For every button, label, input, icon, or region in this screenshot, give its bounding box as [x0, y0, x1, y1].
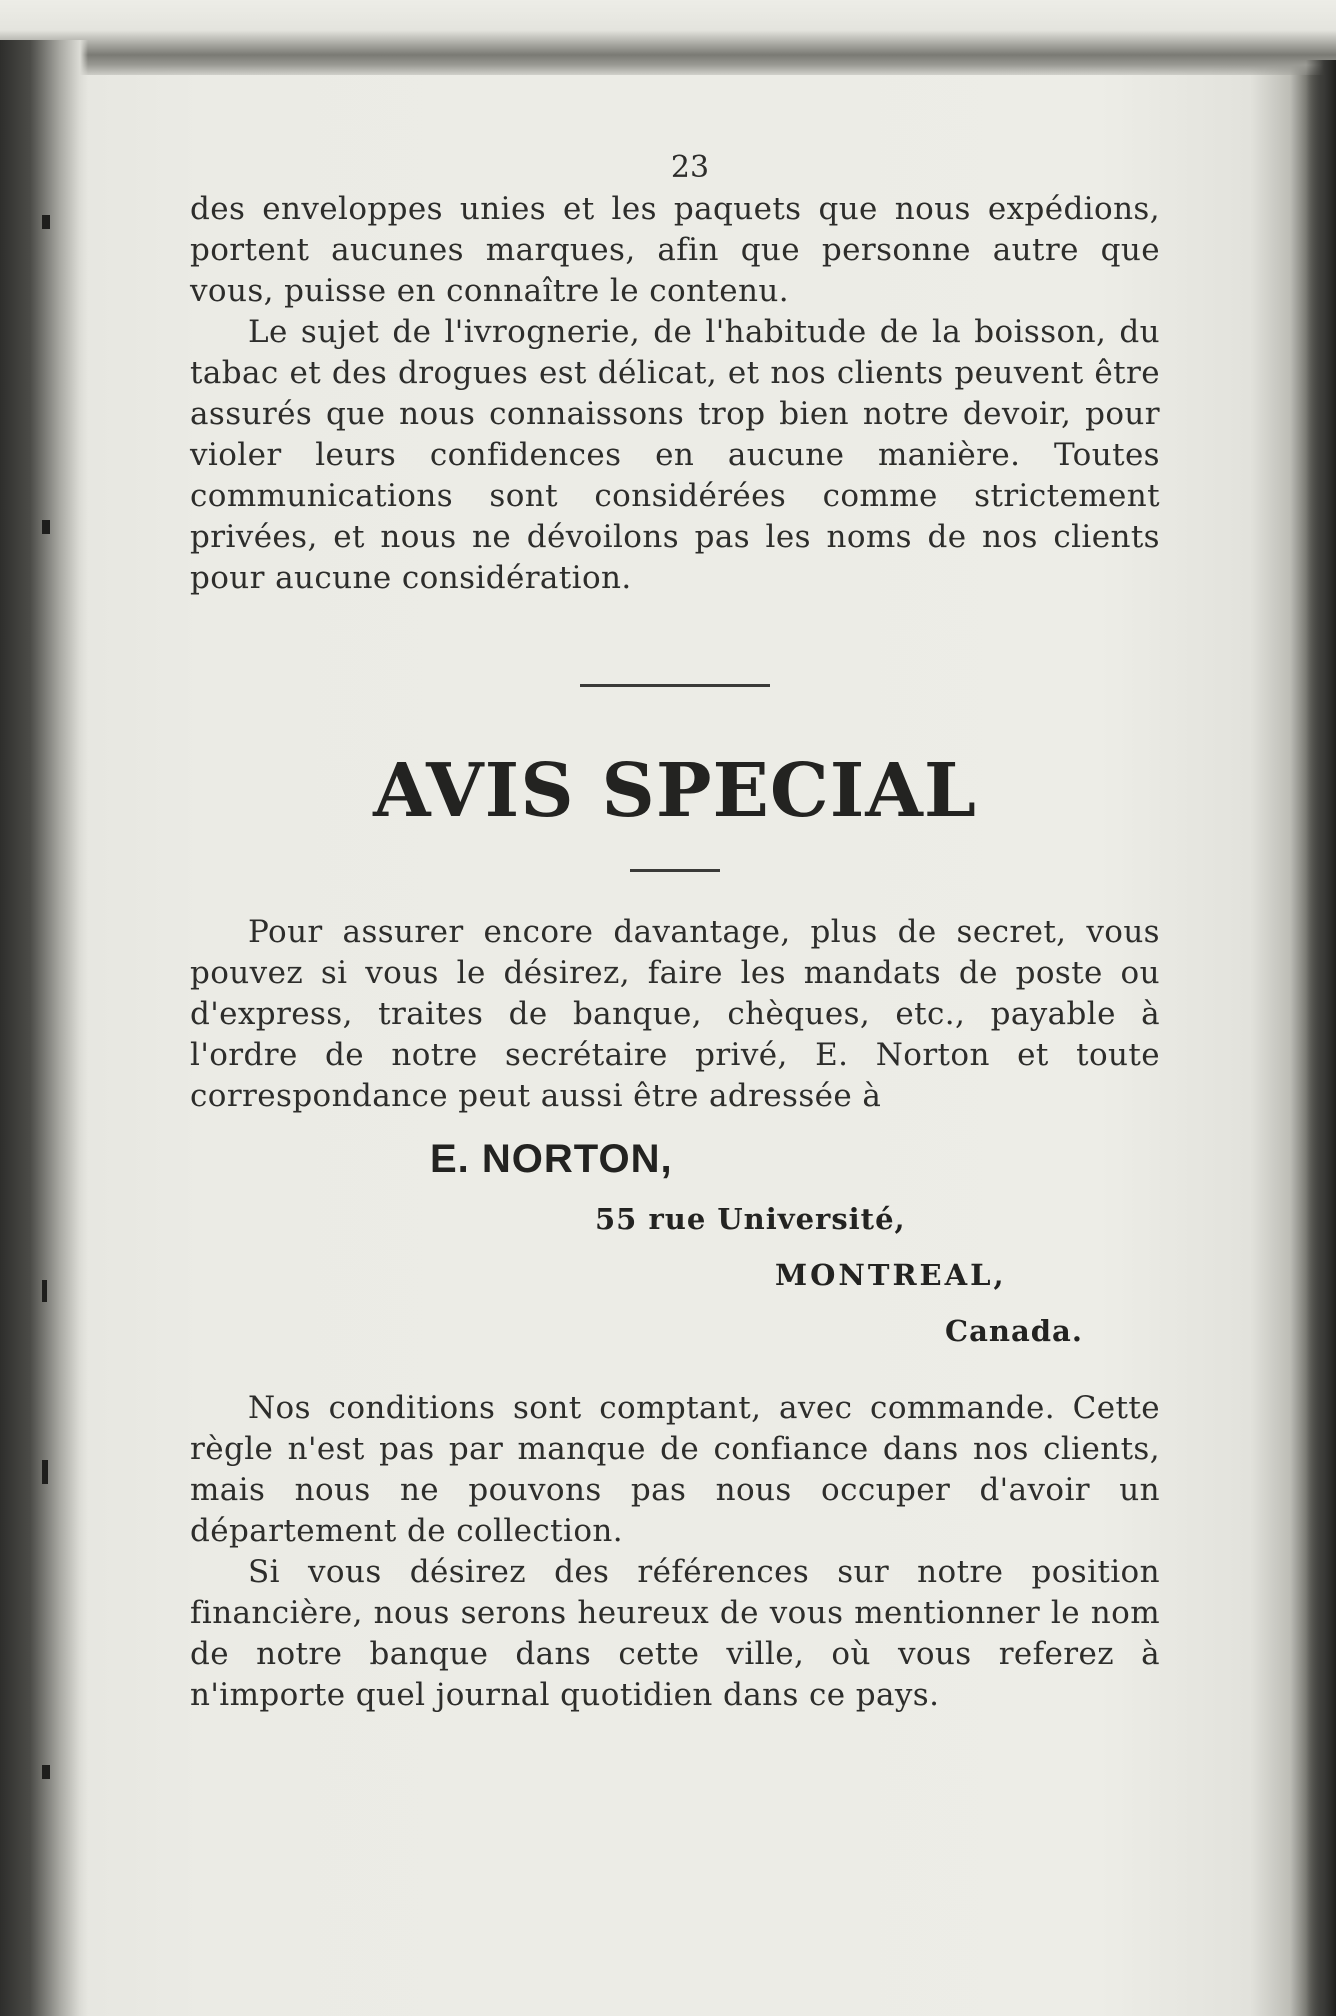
address-street: 55 rue Université,	[595, 1202, 906, 1236]
page-content	[190, 150, 1160, 1716]
right-page-edge	[1306, 60, 1336, 2016]
divider-rule	[580, 684, 770, 687]
margin-mark	[42, 1280, 47, 1302]
address-city: MONTREAL,	[775, 1258, 1007, 1292]
intro-paragraph: Le sujet de l'ivrognerie, de l'habitude de la boisson, du tabac et des drogues est délicat, et nos clients peuvent être assurés que nous connaissons trop bien notre devoir, pour violer leurs confidences en aucune manière. Toutes communications sont considérées comme strictement privées, et nous ne dévoilons pas les noms de nos clients pour aucune considération.	[190, 314, 1160, 596]
margin-mark	[42, 1460, 48, 1484]
margin-mark	[42, 1765, 50, 1779]
address-name: E. NORTON,	[430, 1137, 673, 1181]
notice-paragraph: Pour assurer encore davantage, plus de secret, vous pouvez si vous le désirez, faire les mandats de poste ou d'express, traites de banque, chèques, etc., payable à l'ordre de notre secrétaire privé, E. Norton et toute correspondance peut aussi être adressée à	[190, 914, 1160, 1114]
top-page-shadow	[0, 0, 1336, 75]
margin-mark	[42, 215, 50, 229]
divider-rule	[630, 869, 720, 872]
notice-section	[190, 912, 1160, 1117]
closing-paragraph: Nos conditions sont comptant, avec commande. Cette règle n'est pas par manque de confiance dans nos clients, mais nous ne pouvons pas nous occuper d'avoir un département de collection.	[190, 1390, 1160, 1549]
closing-section	[190, 1388, 1160, 1716]
page-number: 23	[670, 150, 710, 185]
margin-mark	[42, 520, 50, 534]
section-heading: AVIS SPECIAL	[373, 748, 977, 834]
book-spine-shadow	[0, 40, 88, 2016]
intro-paragraph: des enveloppes unies et les paquets que nous expédions, portent aucunes marques, afin que personne autre que vous, puisse en connaître le contenu.	[190, 191, 1160, 309]
closing-paragraph: Si vous désirez des références sur notre position financière, nous serons heureux de vous mentionner le nom de notre banque dans cette ville, où vous referez à n'importe quel journal quotidien dans ce pays.	[190, 1554, 1160, 1713]
address-country: Canada.	[945, 1314, 1083, 1348]
